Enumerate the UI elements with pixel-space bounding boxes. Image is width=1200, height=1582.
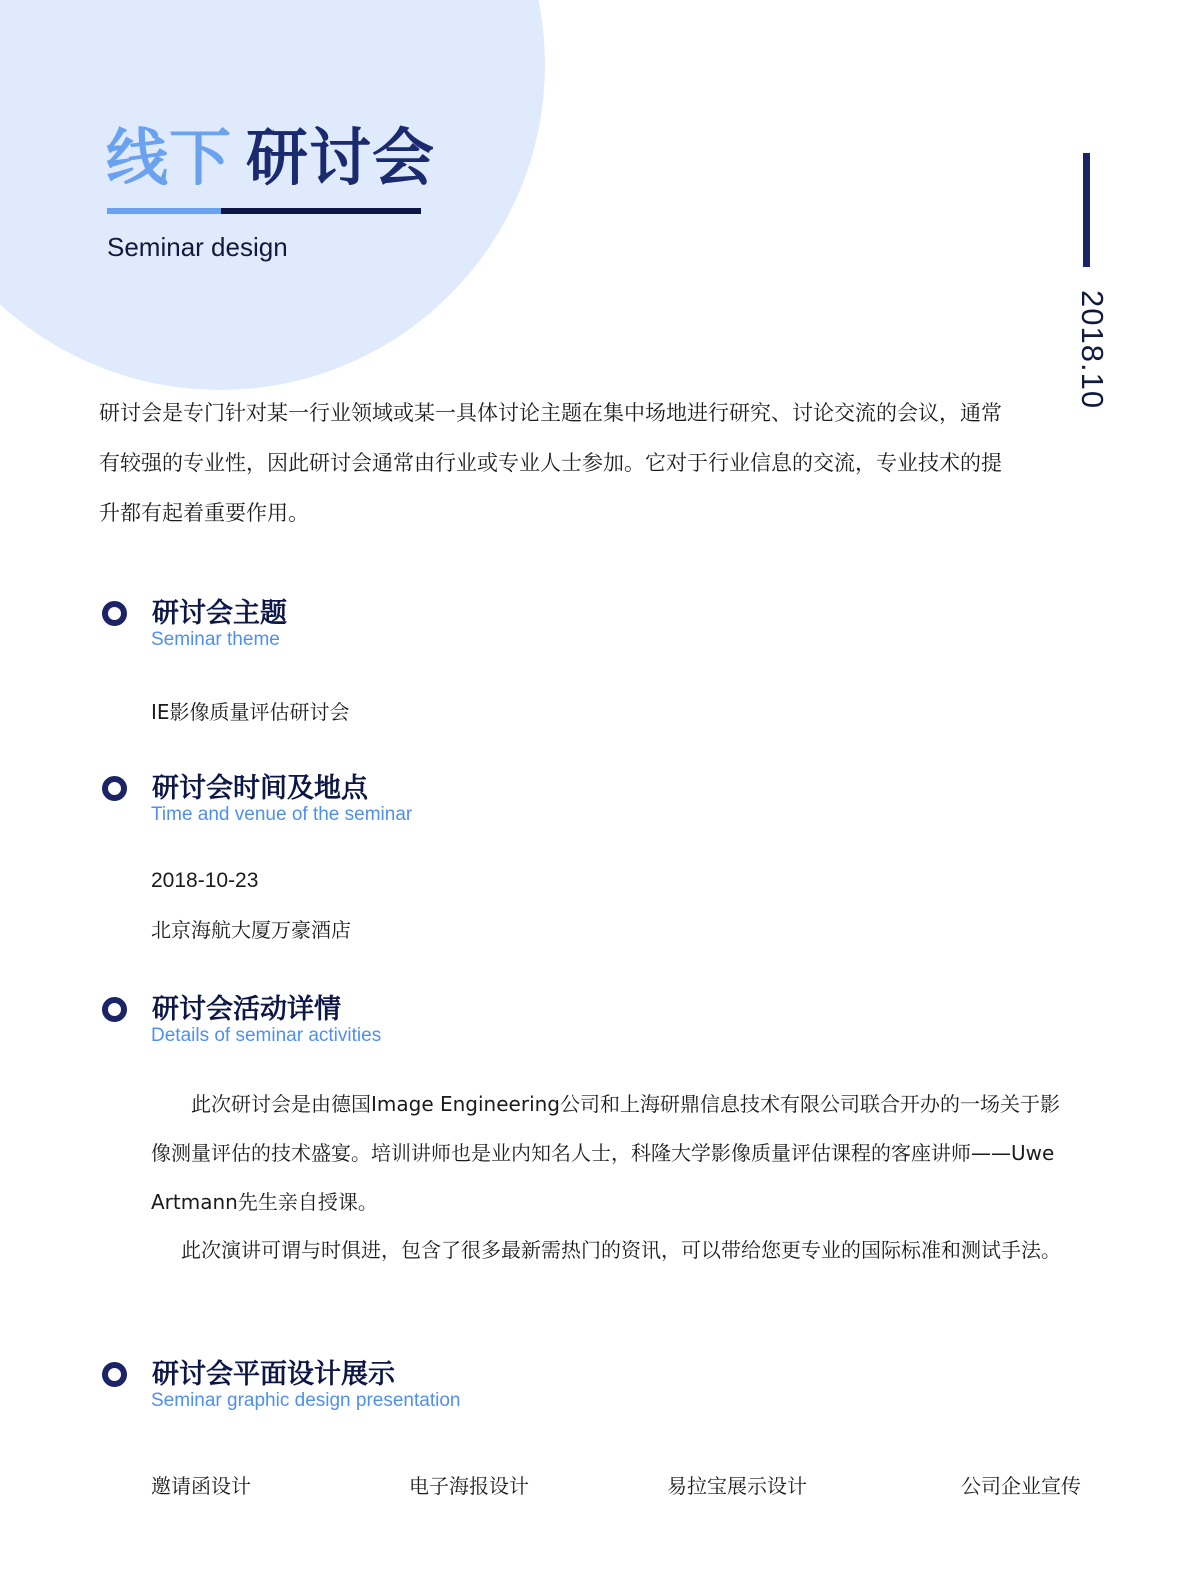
details-paragraph-1: 此次研讨会是由德国Image Engineering公司和上海研鼎信息技术有限公司联合开办的一场关于影像测量评估的技术盛宴。培训讲师也是业内知名人士，科隆大学影像质量评估课程的客座讲师——Uwe Artmann先生亲自授课。 [151,1092,1060,1214]
section-title: 研讨会活动详情 [152,994,341,1025]
ring-bullet-icon [102,1362,127,1387]
seminar-venue: 北京海航大厦万豪酒店 [151,918,351,942]
section-title: 研讨会主题 [152,598,287,629]
section-subtitle: Time and venue of the seminar [151,804,413,825]
design-item-rollup-banner: 易拉宝展示设计 [667,1474,807,1498]
title-light-part: 线下 [106,121,233,194]
intro-paragraph: 研讨会是专门针对某一行业领域或某一具体讨论主题在集中场地进行研究、讨论交流的会议，通常有较强的专业性，因此研讨会通常由行业或专业人士参加。它对于行业信息的交流，专业技术的提升都有起着重要作用。 [99,401,1002,525]
section-subtitle: Seminar theme [151,629,280,650]
section-title: 研讨会时间及地点 [152,773,368,804]
title-dark-part: 研讨会 [246,121,436,194]
ring-bullet-icon [102,601,127,626]
design-item-e-poster: 电子海报设计 [409,1474,529,1498]
title-underline-light [107,208,221,214]
ring-bullet-icon [102,776,127,801]
vertical-date: 2018.10 [1075,290,1110,410]
section-subtitle: Seminar graphic design presentation [151,1390,461,1411]
design-item-corporate-promo: 公司企业宣传 [961,1474,1081,1498]
page-subtitle: Seminar design [107,232,288,262]
vertical-accent-bar [1083,153,1090,267]
title-underline-dark [221,208,421,214]
ring-bullet-icon [102,997,127,1022]
seminar-theme-value: IE影像质量评估研讨会 [151,700,350,724]
design-item-invitation: 邀请函设计 [151,1474,251,1498]
seminar-date: 2018-10-23 [151,869,259,892]
section-subtitle: Details of seminar activities [151,1025,382,1046]
section-title: 研讨会平面设计展示 [152,1359,395,1390]
page-title [106,118,435,198]
details-paragraph-2: 此次演讲可谓与时俱进，包含了很多最新需热门的资讯，可以带给您更专业的国际标准和测试手法。 [181,1238,1061,1262]
